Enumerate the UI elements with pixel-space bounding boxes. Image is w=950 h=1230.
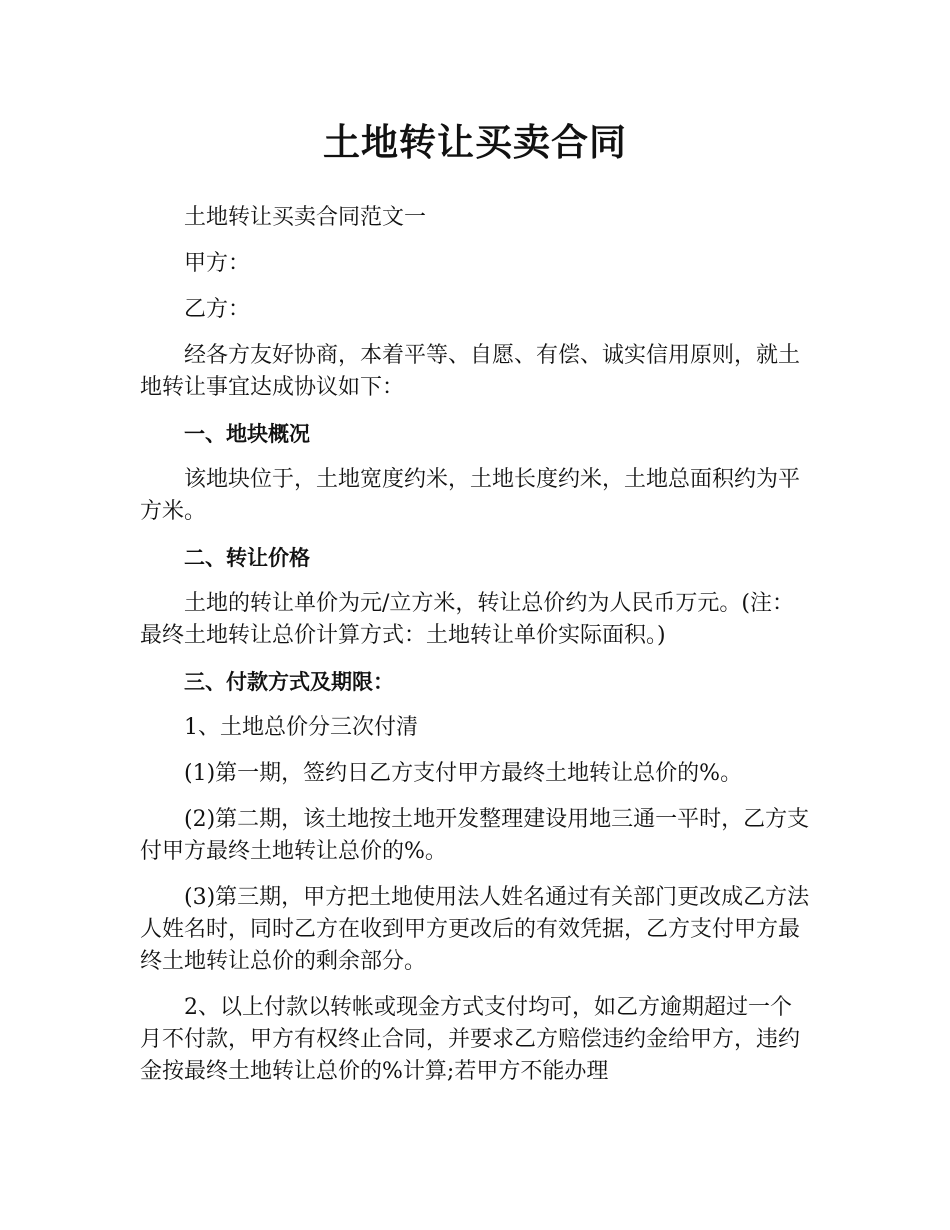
paragraph-party-b: 乙方：: [184, 297, 251, 322]
paragraph-payment-phase-1: (1)第一期，签约日乙方支付甲方最终土地转让总价的%。: [184, 761, 743, 786]
section-heading-payment: 三、付款方式及期限：: [184, 670, 394, 694]
paragraph-payment-phase-2: (2)第二期，该土地按土地开发整理建设用地三通一平时，乙方支付甲方最终土地转让总价的%。: [140, 807, 810, 864]
document-title: 土地转让买卖合同: [323, 121, 627, 164]
paragraph-payment-1: 1、土地总价分三次付清: [184, 715, 418, 740]
section-heading-plot: 一、地块概况: [184, 422, 310, 446]
paragraph-sample-heading: 土地转让买卖合同范文一: [184, 205, 427, 230]
paragraph-payment-phase-3: (3)第三期，甲方把土地使用法人姓名通过有关部门更改成乙方法人姓名时，同时乙方在收到甲方更改后的有效凭据，乙方支付甲方最终土地转让总价的剩余部分。: [140, 885, 810, 974]
section-heading-price: 二、转让价格: [184, 546, 310, 570]
paragraph-payment-2: 2、以上付款以转帐或现金方式支付均可，如乙方逾期超过一个月不付款，甲方有权终止合同，并要求乙方赔偿违约金给甲方，违约金按最终土地转让总价的%计算;若甲方不能办理: [140, 995, 801, 1084]
paragraph-preamble: 经各方友好协商，本着平等、自愿、有偿、诚实信用原则，就土地转让事宜达成协议如下：: [140, 343, 801, 400]
paragraph-party-a: 甲方：: [184, 251, 251, 276]
document-body: [140, 202, 812, 1102]
paragraph-plot: 该地块位于，土地宽度约米，土地长度约米，土地总面积约为平方米。: [140, 467, 801, 524]
paragraph-price: 土地的转让单价为元/立方米，转让总价约为人民币万元。(注：最终土地转让总价计算方式：土地转让单价实际面积。): [140, 591, 794, 648]
